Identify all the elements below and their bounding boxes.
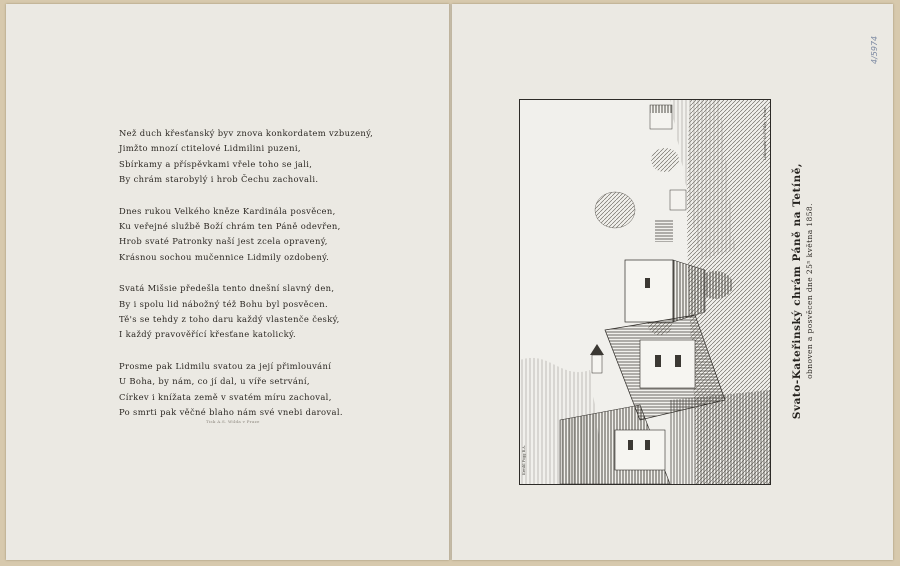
right-page	[452, 4, 893, 560]
poem-line: U Boha, by nám, co jí dal, u víře setrvání,	[119, 376, 310, 387]
poem-line: Dnes rukou Velkého kněze Kardinála posvěcen,	[119, 205, 336, 216]
poem-line: Svatá Mišsie předešla tento dnešní slavný den,	[119, 283, 335, 294]
poem-text	[119, 126, 419, 437]
poem-stanza-1	[119, 126, 419, 188]
poem-line: Sbírkamy a příspěvkami vřele toho se jali,	[119, 158, 313, 169]
poem-stanza-2	[119, 204, 419, 266]
poem-line: Než duch křesťanský byv znova konkordatem vzbuzený,	[119, 128, 374, 138]
poem-line: Krásnou sochou mučennice Lidmily ozdobený.	[119, 251, 330, 262]
poem-line: By chrám starobylý i hrob Čechu zachovali.	[119, 174, 319, 185]
poem-line: Jimžto mnozí ctitelové Lidmilini puzeni,	[119, 143, 301, 154]
poem-line: Hrob svaté Patronky naší jest zcela opravený,	[119, 236, 328, 247]
engraving-caption	[783, 99, 817, 483]
archive-mark: 4/5974	[870, 35, 879, 64]
poem-line: I každý pravověřící křesťane katolický.	[119, 329, 296, 340]
poem-line: Ku veřejné službě Boží chrám ten Páně odevřen,	[119, 221, 341, 232]
church-illustration	[520, 100, 770, 484]
printer-imprint: Tisk A.S. Wilda v Praze	[206, 419, 260, 424]
left-page	[6, 4, 449, 560]
poem-stanza-4	[119, 359, 419, 421]
caption-subtitle: obnoven a posvěcen dne 25ⁿ května 1858.	[805, 203, 814, 379]
poem-line: By i spolu lid nábožný též Bohu byl posvěcen.	[119, 298, 329, 309]
poem-line: Prosme pak Lidmilu svatou za její přimlouvání	[119, 360, 332, 371]
caption-title: Svato-Kateřinský chrám Páně na Tetíně,	[791, 162, 803, 420]
poem-stanza-3	[119, 281, 419, 343]
church-engraving	[519, 99, 771, 485]
poem-line: Tě's se tehdy z toho daru každý vlastenče český,	[119, 314, 340, 325]
poem-line: Církev i knížata země v svatém míru zachoval,	[119, 391, 332, 402]
engraver-credit: Kreslil Fogg B.A.	[522, 445, 526, 475]
poem-line: Po smrti pak věčné blaho nám své vnebi daroval.	[119, 407, 343, 418]
lithographer-credit: Lithografie M.F.Wildy v Praze	[763, 107, 767, 160]
